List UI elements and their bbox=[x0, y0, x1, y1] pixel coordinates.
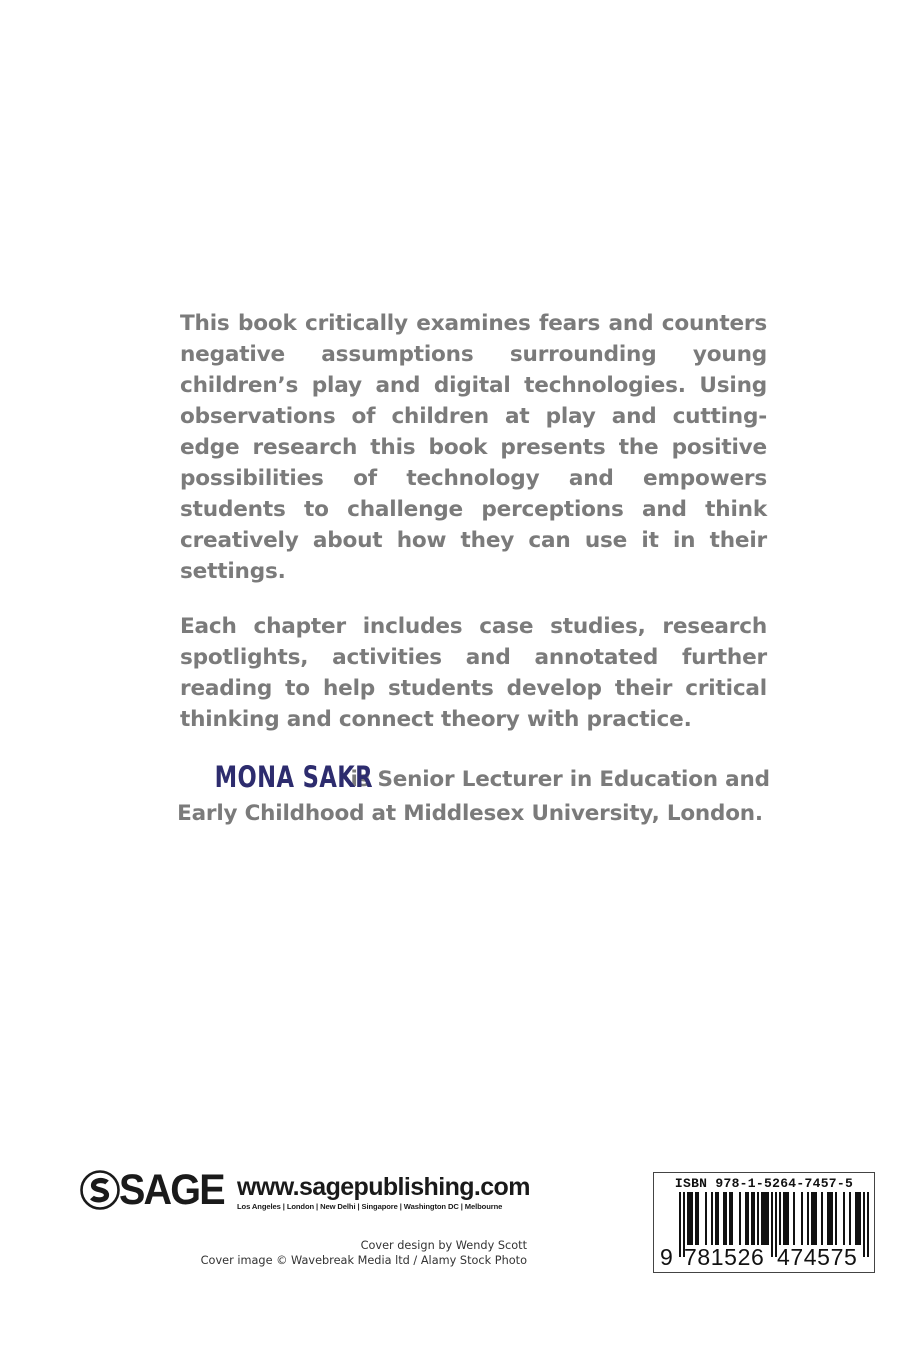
barcode-bar bbox=[811, 1192, 817, 1245]
barcode-bar bbox=[711, 1192, 713, 1245]
barcode-first-digit: 9 bbox=[660, 1244, 673, 1270]
barcode-bar bbox=[801, 1192, 803, 1245]
cover-credits bbox=[180, 1238, 527, 1268]
barcode-right-group: 474575 bbox=[777, 1244, 858, 1270]
barcode-bar bbox=[687, 1192, 693, 1245]
author-bio-text: is Senior Lecturer in Education and Early Childhood at Middlesex University, London. bbox=[177, 767, 770, 826]
isbn-barcode bbox=[653, 1172, 875, 1273]
barcode-bar bbox=[835, 1192, 837, 1245]
barcode-bar bbox=[849, 1192, 851, 1245]
publisher-logo-block bbox=[80, 1166, 540, 1220]
barcode-left-group: 781526 bbox=[684, 1244, 765, 1270]
barcode-bar bbox=[729, 1192, 733, 1245]
barcode-bar bbox=[855, 1192, 861, 1245]
sage-s-circle-icon bbox=[80, 1170, 120, 1210]
book-description bbox=[180, 308, 767, 735]
cover-image-credit: Cover image © Wavebreak Media ltd / Alamy Stock Photo bbox=[200, 1254, 527, 1267]
barcode-bar bbox=[739, 1192, 741, 1245]
barcode-bar bbox=[821, 1192, 823, 1245]
cover-design-credit: Cover design by Wendy Scott bbox=[360, 1239, 527, 1252]
barcode-bar bbox=[751, 1192, 755, 1245]
sage-logo-text: SAGE bbox=[119, 1166, 224, 1214]
barcode-bar bbox=[695, 1192, 699, 1245]
barcode-bar bbox=[793, 1192, 795, 1245]
barcode-bar bbox=[761, 1192, 769, 1245]
barcode-bar bbox=[843, 1192, 845, 1245]
barcode-bar bbox=[715, 1192, 719, 1245]
barcode-bar bbox=[705, 1192, 707, 1245]
barcode-bar bbox=[827, 1192, 833, 1245]
barcode-bar bbox=[723, 1192, 727, 1245]
barcode-bar bbox=[807, 1192, 809, 1245]
barcode-bar bbox=[757, 1192, 759, 1245]
publisher-url: www.sagepublishing.com bbox=[237, 1173, 530, 1201]
isbn-label: ISBN 978-1-5264-7457-5 bbox=[674, 1176, 854, 1191]
description-paragraph-2: Each chapter includes case studies, research spotlights, activities and annotated further reading to help students develop their critical thinking and connect theory with practice. bbox=[180, 614, 767, 732]
author-name: MONA SAKR bbox=[214, 760, 374, 794]
barcode-digits bbox=[654, 1244, 874, 1272]
publisher-cities: Los Angeles | London | New Delhi | Singapore | Washington DC | Melbourne bbox=[237, 1202, 503, 1211]
author-bio bbox=[170, 760, 770, 831]
description-paragraph-1: This book critically examines fears and counters negative assumptions surrounding young children’s play and digital technologies. Using observations of children at play and cutting-edge research this book presents the positive possibilities of technology and empowers students to challenge perceptions and think creatively about how they can use it in their settings. bbox=[180, 311, 767, 584]
barcode-bar bbox=[779, 1192, 781, 1245]
barcode-bar bbox=[783, 1192, 789, 1245]
barcode-bar bbox=[745, 1192, 749, 1245]
